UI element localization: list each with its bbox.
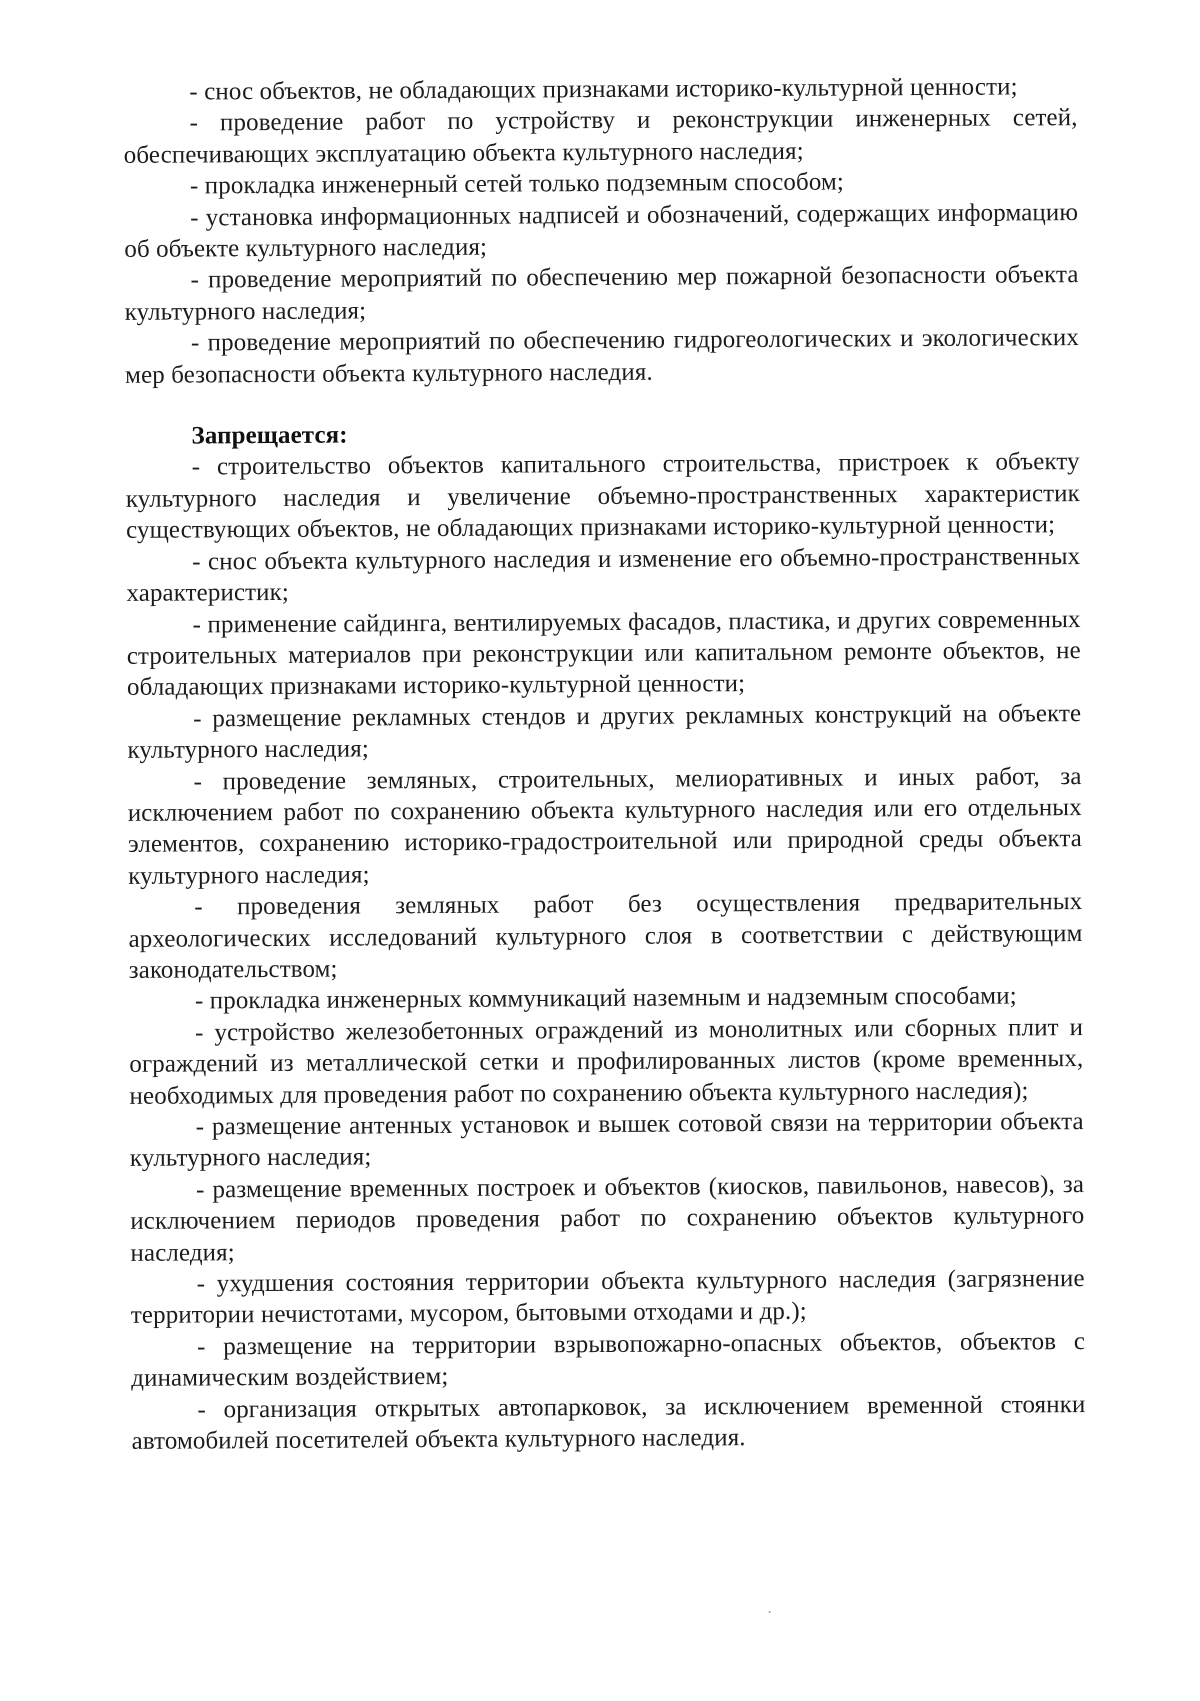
list-item: - размещение на территории взрывопожарно-опасных объектов, объектов с динамическим воздействием; xyxy=(131,1327,1086,1393)
list-item: - установка информационных надписей и обозначений, содержащих информацию об объекте культурного наследия; xyxy=(124,198,1079,263)
list-item: - проведение мероприятий по обеспечению мер пожарной безопасности объекта культурного наследия; xyxy=(124,261,1079,326)
list-item: - прокладка инженерных коммуникаций наземным и надземным способами; xyxy=(194,982,1017,1015)
allowed-list xyxy=(123,71,1079,391)
list-item: - снос объектов, не обладающих признаками историко-культурной ценности; xyxy=(189,73,1018,106)
list-item: - снос объекта культурного наследия и изменение его объемно-пространственных характеристик; xyxy=(126,542,1081,607)
list-item: - применение сайдинга, вентилируемых фасадов, пластика, и других современных строительных материалов при реконструкции или капитальном ремонте объектов, не обладающих признаками историко-культурной ценности; xyxy=(126,605,1081,702)
list-item: - проведения земляных работ без осуществления предварительных археологических исследований культурного слоя в соответствии с действующим законодательством; xyxy=(128,888,1083,984)
prohibited-list xyxy=(126,447,1086,1458)
list-item: - организация открытых автопарковок, за исключением временной стоянки автомобилей посетителей объекта культурного наследия. xyxy=(131,1390,1086,1455)
list-item: - строительство объектов капитального строительства, пристроек к объекту культурного наследия и увеличение объемно-пространственных характеристик существующих объектов, не обладающих признаками историко-культурной ценности; xyxy=(125,448,1080,545)
list-item: - размещение рекламных стендов и других рекламных конструкций на объекте культурного наследия; xyxy=(127,699,1082,765)
scan-speck xyxy=(769,1611,771,1613)
list-item: - прокладка инженерный сетей только подземным способом; xyxy=(189,168,844,200)
document-body xyxy=(123,71,1085,1457)
list-item: - проведение земляных, строительных, мелиоративных и иных работ, за исключением работ по сохранению объекта культурного наследия или его отдельных элементов, сохранению историко-градостроительной или природной среды объекта культурного наследия; xyxy=(127,762,1083,890)
list-item: - проведение мероприятий по обеспечению гидрогеологических и экологических мер безопасности объекта культурного наследия. xyxy=(125,324,1079,389)
list-item: - ухудшения состояния территории объекта культурного наследия (загрязнение территории нечистотами, мусором, бытовыми отходами и др.); xyxy=(130,1265,1085,1330)
list-item: - размещение временных построек и объектов (киосков, павильонов, навесов), за исключением периодов проведения работ по сохранению объектов культурного наследия; xyxy=(130,1170,1085,1267)
list-item: - размещение антенных установок и вышек сотовой связи на территории объекта культурного наследия; xyxy=(129,1108,1084,1173)
list-item: - устройство железобетонных ограждений из монолитных или сборных плит и ограждений из металлической сетки и профилированных листов (кроме временных, необходимых для проведения работ по сохранению объекта культурного наследия); xyxy=(129,1013,1084,1110)
section-heading: Запрещается: xyxy=(191,421,348,450)
list-item: - проведение работ по устройству и реконструкции инженерных сетей, обеспечивающих эксплуатацию объекта культурного наследия; xyxy=(123,104,1078,169)
